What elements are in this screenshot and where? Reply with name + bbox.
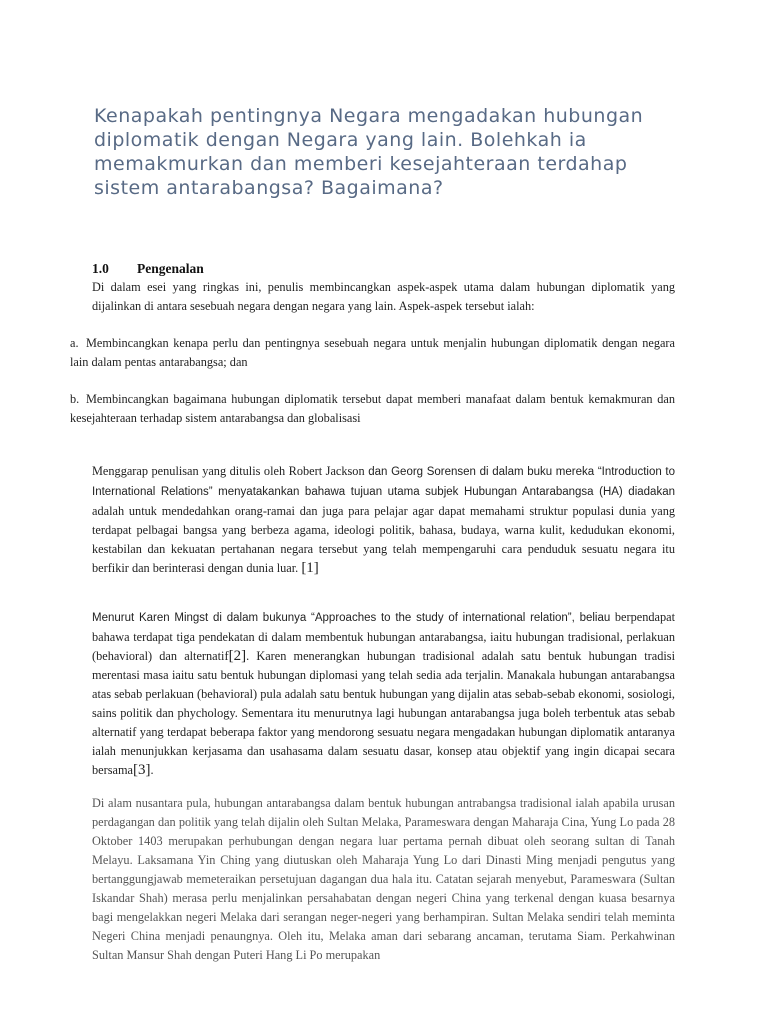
- footnote-ref-2[interactable]: [2]: [228, 648, 247, 664]
- mingst-paragraph: [92, 608, 675, 780]
- list-item-a: [70, 334, 675, 372]
- mingst-text-2: berpendapat bahawa terdapat tiga pendekatan di dalam membentuk hubungan antarabangsa, iaitu hubungan tradisional, perlakuan (behavioral) dan alternatif: [92, 610, 675, 663]
- list-item-text: Membincangkan kenapa perlu dan pentingnya sesebuah negara untuk menjalin hubungan diplomatik dengan negara lain dalam pentas antarabangsa; dan: [70, 336, 675, 369]
- document-title: Kenapakah pentingnya Negara mengadakan hubungan diplomatik dengan Negara yang lain. Bolehkah ia memakmurkan dan memberi kesejahteraan terdahap sistem antarabangsa? Bagaimana?: [94, 105, 644, 199]
- jackson-text-2: dan Georg Sorensen di dalam buku mereka “Introduction to International Relations” menyatakankan bahawa tujuan utama subjek Hubungan Antarabangsa (HA) diadakan: [92, 466, 675, 498]
- mingst-text-3: . Karen menerangkan hubungan tradisional adalah satu bentuk hubungan tradisi merentasi masa iaitu satu bentuk hubungan diplomasi yang telah sedia ada terjalin. Manakala hubungan antarabangsa atas sebab perlakuan (behavioral) pula adalah satu bentuk hubungan yang dijalin atas sebab-sebab ekonomi, sosiologi, sains politik dan phychology. Sementara itu menurutnya lagi hubungan antarabangsa juga boleh terbentuk atas sebab alternatif yang terdapat beberapa faktor yang mendorong sesuatu negara mengadakan hubungan diplomatik antaranya ialah menunjukkan kerjasama dan usahasama dalam sesuatu dasar, konsep atau objektif yang ingin dicapai secara bersama: [92, 649, 675, 777]
- list-item-text: Membincangkan bagaimana hubungan diplomatik tersebut dapat memberi manafaat dalam bentuk kemakmuran dan kesejahteraan terhadap sistem antarabangsa dan globalisasi: [70, 392, 675, 425]
- list-item-b: [70, 390, 675, 428]
- jackson-text-1: Menggarap penulisan yang ditulis oleh Robert Jackson: [92, 464, 365, 478]
- jackson-paragraph: [92, 462, 675, 578]
- mingst-text-4: .: [150, 763, 154, 777]
- mingst-text-1: Menurut Karen Mingst di dalam bukunya “Approaches to the study of international relation”, beliau: [92, 612, 611, 624]
- footnote-ref-3[interactable]: [3]: [132, 762, 151, 778]
- list-marker: b.: [70, 392, 80, 406]
- intro-paragraph: Di dalam esei yang ringkas ini, penulis membincangkan aspek-aspek utama dalam hubungan diplomatik yang dijalinkan di antara sesebuah negara dengan negara yang lain. Aspek-aspek tersebut ialah:: [92, 280, 675, 313]
- list-marker: a.: [70, 336, 79, 350]
- section-number: 1.0: [92, 261, 109, 276]
- section-heading: [92, 261, 204, 277]
- jackson-text-3: adalah untuk mendedahkan orang-ramai dan juga para pelajar agar dapat memahami struktur populasi dunia yang terdapat pelbagai bangsa yang berbeza agama, ideologi politik, bahasa, budaya, warna kulit, kedudukan ekonomi, kestabilan dan kekuatan pertahanan negara tersebut yang telah mempengaruhi cara penduduk sesuatu negara itu berfikir dan berinterasi dengan dunia luar.: [92, 504, 675, 575]
- nusantara-paragraph: Di alam nusantara pula, hubungan antarabangsa dalam bentuk hubungan antrabangsa tradisional ialah apabila urusan perdagangan dan politik yang telah dijalin oleh Sultan Melaka, Parameswara dengan Maharaja Cina, Yung Lo pada 28 Oktober 1403 merupakan perhubungan dengan negara luar pertama pernah dibuat oleh seorang sultan di Tanah Melayu. Laksamana Yin Ching yang diutuskan oleh Maharaja Yung Lo dari Dinasti Ming menjadi pengutus yang bertanggungjawab memeteraikan persetujuan dagangan dua hala itu. Catatan sejarah menyebut, Parameswara (Sultan Iskandar Shah) merasa perlu menjalinkan persahabatan dengan negeri China yang terkenal dengan kuasa besarnya bagi mengelakkan negeri Melaka dari serangan neger-negeri yang berhampiran. Sultan Melaka sendiri telah meminta Negeri China menjadi penaungnya. Oleh itu, Melaka aman dari sebarang ancaman, terutama Siam. Perkahwinan Sultan Mansur Shah dengan Puteri Hang Li Po merupakan: [92, 796, 675, 962]
- footnote-ref-1[interactable]: [1]: [301, 560, 319, 576]
- section-title: Pengenalan: [137, 261, 204, 276]
